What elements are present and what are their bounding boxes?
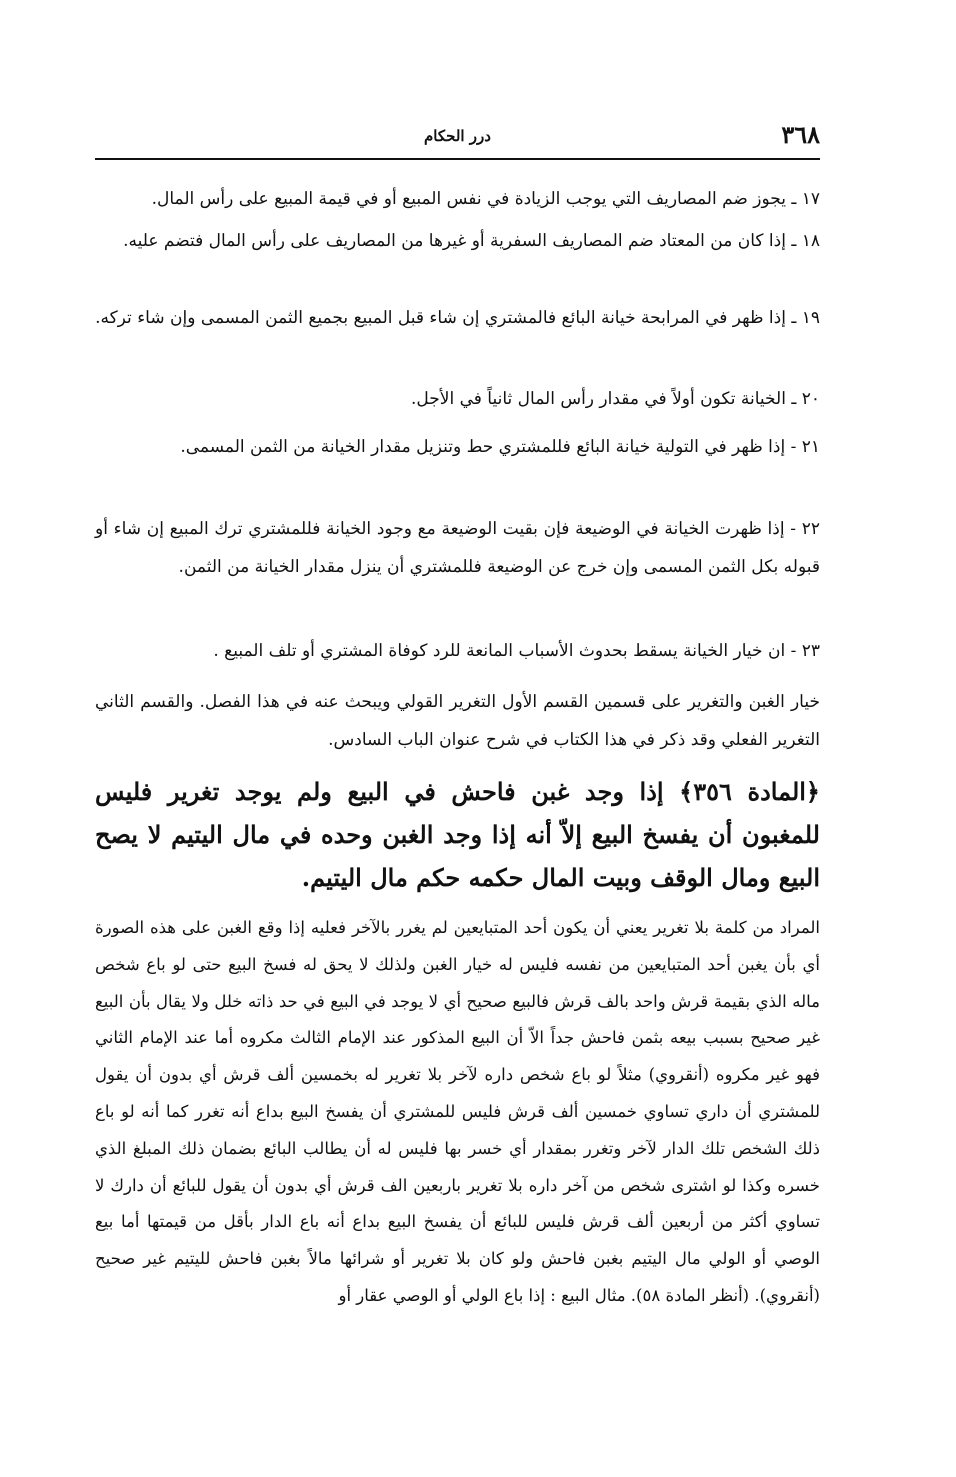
commentary-text: المراد من كلمة بلا تغرير يعني أن يكون أحد المتبايعين لم يغرر بالآخر فعليه إذا وقع الغبن على هذه الصورة أي بأن يغبن أحد المتبايعين من نفسه فليس له خيار الغبن ولذلك لا يحق له فسخ البيع حتى لو باع شخص ماله الذي بقيمة قرش واحد بالف قرش فالبيع صحيح أي لا يوجد في البيع في حد ذاته خلل ولا يقال بأن البيع غير صحيح بسبب بيعه بثمن فاحش جداً الاّ أن البيع المذكور عند الإمام الثالث مكروه أما عند الإمام الثاني فهو غير مكروه (أنقروي) مثلاً لو باع شخص داره لآخر بلا تغرير له بخمسين ألف قرش أي بدون أن يقول للمشتري أن داري تساوي خمسين ألف قرش فليس للمشتري أن يفسخ البيع بداع أنه تغرر كما أنه لو باع ذلك الشخص تلك الدار لآخر وتغرر بمقدار أي خسر بها فليس له أن يطالب البائع بضمان ذلك المبلغ الذي خسره وكذا لو اشترى شخص من آخر داره بلا تغرير باربعين الف قرش أي بدون أن يقول للبائع أن دارك لا تساوي أكثر من أربعين ألف قرش فليس للبائع أن يفسخ البيع بداع أنه باع الدار بأقل من قيمتها أما بيع الوصي أو الولي مال اليتيم بغبن فاحش ولو كان بلا تغرير أو شرائها مالاً بغبن فاحش لليتيم غير صحيح (أنقروي). (أنظر المادة ٥٨). مثال البيع : إذا باع الولي أو الوصي عقار أو <box>95 918 821 1305</box>
item-18: ١٨ ـ إذا كان من المعتاد ضم المصاريف السفرية أو غيرها من المصاريف على رأس المال فتضم عليه. <box>123 231 820 251</box>
item-23: ٢٣ - ان خيار الخيانة يسقط بحدوث الأسباب المانعة للرد كوفاة المشتري أو تلف المبيع . <box>213 641 820 661</box>
running-title: درر الحكام <box>424 127 491 145</box>
page-header <box>95 118 820 160</box>
page-number: ٣٦٨ <box>781 120 820 149</box>
section-intro: خيار الغبن والتغرير على قسمين القسم الأول التغرير القولي ويبحث عنه في هذا الفصل. والقسم الثاني التغرير الفعلي وقد ذكر في هذا الكتاب في شرح عنوان الباب السادس. <box>95 692 820 750</box>
item-17: ١٧ ـ يجوز ضم المصاريف التي يوجب الزيادة في نفس المبيع أو في قيمة المبيع على رأس المال. <box>151 189 820 209</box>
item-22: ٢٢ - إذا ظهرت الخيانة في الوضيعة فإن بقيت الوضيعة مع وجود الخيانة فللمشتري ترك المبيع إن شاء أو قبوله بكل الثمن المسمى وإن خرج عن الوضيعة فللمشتري أن ينزل مقدار الخيانة من الثمن. <box>95 519 820 577</box>
item-19: ١٩ ـ إذا ظهر في المرابحة خيانة البائع فالمشتري إن شاء قبل المبيع بجميع الثمن المسمى وإن شاء تركه. <box>95 308 820 328</box>
item-21: ٢١ - إذا ظهر في التولية خيانة البائع فللمشتري حط وتنزيل مقدار الخيانة من الثمن المسمى. <box>180 437 820 457</box>
article-356: ﴿المادة ٣٥٦﴾ إذا وجد غبن فاحش في البيع ولم يوجد تغرير فليس للمغبون أن يفسخ البيع إلاّ أنه إذا وجد الغبن وحده في مال اليتيم لا يصح البيع ومال الوقف وبيت المال حكمه حكم مال اليتيم. <box>95 777 820 892</box>
item-20: ٢٠ ـ الخيانة تكون أولاً في مقدار رأس المال ثانياً في الأجل. <box>411 389 820 409</box>
